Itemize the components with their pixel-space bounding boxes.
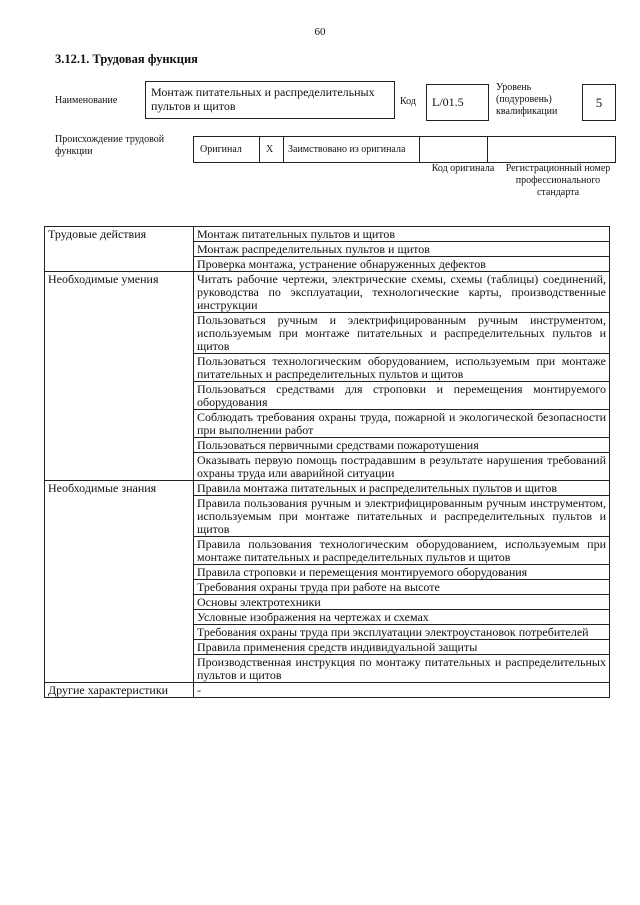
section-item: Правила пользования ручным и электрифицированным ручным инструментом, используемым при монтаже питательных и распределительных пультов и щитов (194, 496, 610, 537)
section-item: Правила применения средств индивидуальной защиты (194, 640, 610, 655)
section-item: Пользоваться ручным и электрифицированным ручным инструментом, используемым при монтаже питательных и распределительных пультов и щитов (194, 313, 610, 354)
section-title: 3.12.1. Трудовая функция (55, 52, 198, 66)
section-item: Правила монтажа питательных и распределительных пультов и щитов (194, 481, 610, 496)
name-label: Наименование (55, 95, 118, 106)
section-item: Требования охраны труда при эксплуатации электроустановок потребителей (194, 625, 610, 640)
other-value: - (194, 683, 610, 698)
other-label: Другие характеристики (45, 683, 194, 698)
section-item: Условные изображения на чертежах и схемах (194, 610, 610, 625)
section-item: Читать рабочие чертежи, электрические схемы, схемы (таблицы) соединений, руководства по эксплуатации, технологические карты, производственные инструкции (194, 272, 610, 313)
section-item: Монтаж распределительных пультов и щитов (194, 242, 610, 257)
origin-code-cell (420, 137, 488, 163)
origin-borrowed-label: Заимствовано из оригинала (284, 137, 420, 163)
section-item: Производственная инструкция по монтажу питательных и распределительных пультов и щитов (194, 655, 610, 683)
page-number: 60 (314, 26, 326, 38)
section-header: Необходимые знания (45, 481, 194, 683)
section-header: Трудовые действия (45, 227, 194, 272)
origin-reg-caption: Регистрационный номер профессионального стандарта (505, 163, 611, 198)
section-item: Оказывать первую помощь пострадавшим в результате нарушения требований охраны труда или аварийной ситуации (194, 453, 610, 481)
origin-mark: X (260, 137, 284, 163)
section-item: Правила пользования технологическим оборудованием, используемым при монтаже питательных и распределительных пультов и щитов (194, 537, 610, 565)
table-row (45, 481, 610, 496)
level-value: 5 (582, 84, 616, 121)
section-item: Правила строповки и перемещения монтируемого оборудования (194, 565, 610, 580)
work-function-table (44, 226, 610, 698)
section-item: Пользоваться первичными средствами пожаротушения (194, 438, 610, 453)
other-row (45, 683, 610, 698)
table-row (45, 272, 610, 313)
name-value: Монтаж питательных и распределительных пультов и щитов (145, 81, 395, 119)
section-item: Пользоваться технологическим оборудованием, используемым при монтаже питательных и распределительных пультов и щитов (194, 354, 610, 382)
origin-reg-cell (488, 137, 616, 163)
section-item: Проверка монтажа, устранение обнаруженных дефектов (194, 257, 610, 272)
section-header: Необходимые умения (45, 272, 194, 481)
table-row (45, 227, 610, 242)
code-value: L/01.5 (426, 84, 489, 121)
origin-original-label: Оригинал (194, 137, 260, 163)
code-label: Код (400, 96, 416, 107)
origin-table (193, 136, 616, 163)
origin-label: Происхождение трудовой функции (55, 134, 165, 157)
origin-code-caption: Код оригинала (431, 163, 495, 174)
section-item: Монтаж питательных пультов и щитов (194, 227, 610, 242)
level-label: Уровень (подуровень) квалификации (496, 82, 558, 117)
section-item: Требования охраны труда при работе на высоте (194, 580, 610, 595)
section-item: Основы электротехники (194, 595, 610, 610)
section-item: Соблюдать требования охраны труда, пожарной и экологической безопасности при выполнении работ (194, 410, 610, 438)
section-item: Пользоваться средствами для строповки и перемещения монтируемого оборудования (194, 382, 610, 410)
